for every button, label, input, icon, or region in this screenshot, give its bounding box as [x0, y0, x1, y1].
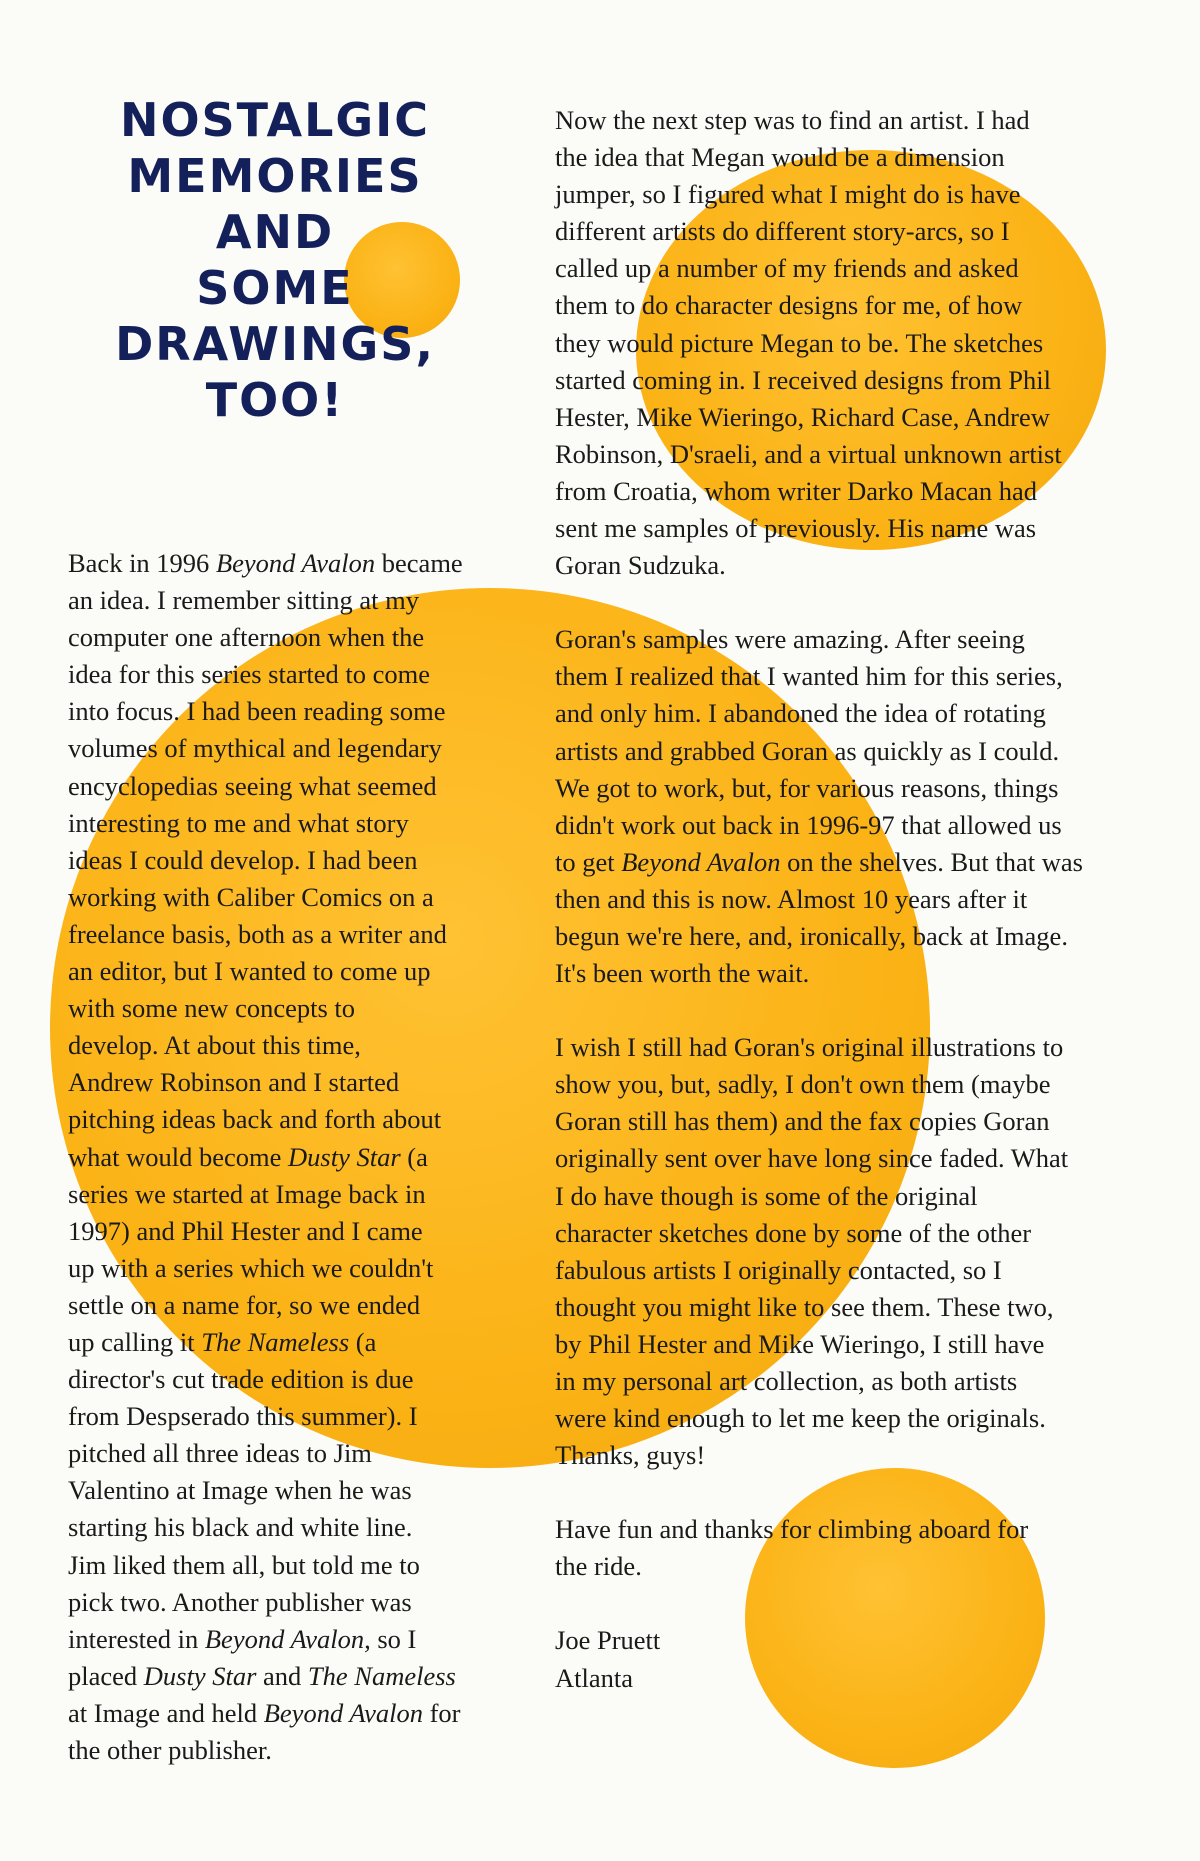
title-line: TOO!	[205, 373, 345, 427]
text-run: Thanks, guys!	[555, 1440, 706, 1471]
text-run: show you, but, sadly, I don't own them (maybe	[555, 1069, 1051, 1100]
text-run: for	[422, 1697, 461, 1728]
text-line	[555, 473, 1155, 510]
article-title	[60, 92, 490, 428]
text-run: begun we're here, and, ironically, back at Image.	[555, 920, 1068, 951]
text-run: into focus. I had been reading some	[68, 696, 446, 727]
text-run: at Image and held	[68, 1697, 264, 1728]
text-run: pitching ideas back and forth about	[68, 1104, 442, 1135]
text-run: Atlanta	[555, 1662, 633, 1693]
text-run: sent me samples of previously. His name was	[555, 513, 1037, 544]
text-run: the other publisher.	[68, 1735, 272, 1765]
text-line	[68, 1547, 508, 1584]
text-run: and	[256, 1660, 308, 1691]
text-line	[68, 1027, 508, 1064]
text-run: them I realized that I wanted him for this series,	[555, 661, 1063, 692]
text-run: We got to work, but, for various reasons, things	[555, 772, 1059, 803]
title-line: AND	[215, 205, 335, 259]
italic-title-text: Beyond Avalon	[215, 548, 376, 578]
text-line	[68, 1176, 508, 1213]
text-line	[68, 990, 508, 1027]
text-run: they would picture Megan to be. The sketches	[555, 327, 1044, 358]
text-run: ideas I could develop. I had been	[68, 844, 418, 875]
text-run: jumper, so I figured what I might do is have	[555, 179, 1021, 210]
text-line	[68, 1509, 508, 1546]
text-line	[555, 1215, 1155, 1252]
text-run: with some new concepts to	[68, 993, 356, 1024]
text-line	[68, 656, 508, 693]
text-line	[68, 1101, 508, 1138]
text-line	[555, 844, 1155, 881]
left-text-column	[68, 545, 508, 1769]
text-line	[555, 1066, 1155, 1103]
text-line	[555, 1548, 1155, 1585]
text-line	[555, 139, 1155, 176]
text-line	[555, 1140, 1155, 1177]
text-run: Hester, Mike Wieringo, Richard Case, Andrew	[555, 401, 1050, 432]
text-line	[555, 1029, 1155, 1066]
text-line	[555, 1103, 1155, 1140]
italic-title-text: Beyond Avalon	[621, 846, 781, 877]
text-run: so I	[370, 1623, 417, 1654]
text-run: the ride.	[555, 1551, 642, 1582]
text-line	[68, 1621, 508, 1658]
text-line	[68, 1658, 508, 1695]
text-run: volumes of mythical and legendary	[68, 733, 442, 764]
text-run: I wish I still had Goran's original illustrations to	[555, 1032, 1064, 1063]
text-line	[68, 582, 508, 619]
text-run: from Croatia, whom writer Darko Macan had	[555, 475, 1037, 506]
text-line	[555, 102, 1155, 139]
text-run: encyclopedias seeing what seemed	[68, 770, 437, 801]
text-line	[68, 1287, 508, 1324]
text-run: an editor, but I wanted to come up	[68, 956, 431, 987]
paragraph	[555, 102, 1155, 584]
text-run: and only him. I abandoned the idea of rotating	[555, 698, 1046, 729]
title-line: SOME	[196, 261, 354, 315]
text-line	[555, 399, 1155, 436]
text-run: in my personal art collection, as both artists	[555, 1366, 1018, 1396]
text-run: (a	[349, 1326, 377, 1357]
text-line	[68, 693, 508, 730]
text-run: Jim liked them all, but told me to	[68, 1549, 420, 1580]
text-run: on the shelves. But that was	[780, 846, 1083, 877]
text-run: then and this is now. Almost 10 years after it	[555, 883, 1028, 914]
text-line	[555, 733, 1155, 770]
text-line	[68, 842, 508, 879]
text-line	[68, 1584, 508, 1621]
text-line	[555, 621, 1155, 658]
text-run: artists and grabbed Goran as quickly as I could.	[555, 735, 1060, 766]
text-line	[68, 1324, 508, 1361]
text-line	[555, 1437, 1155, 1474]
text-line	[68, 916, 508, 953]
text-run: Robinson, D'sraeli, and a virtual unknown artist	[555, 438, 1062, 469]
paragraph	[555, 621, 1155, 992]
text-run: called up a number of my friends and asked	[555, 253, 1019, 284]
text-line	[555, 1178, 1155, 1215]
text-line	[555, 918, 1155, 955]
text-run: 1997) and Phil Hester and I came	[68, 1215, 423, 1246]
text-run: different artists do different story-arcs, so I	[555, 216, 1010, 247]
text-run: placed	[68, 1660, 144, 1691]
text-run: I do have though is some of the original	[555, 1180, 978, 1211]
text-run: pick two. Another publisher was	[68, 1586, 412, 1617]
italic-title-text: Beyond Avalon	[263, 1697, 423, 1728]
text-run: an idea. I remember sitting at my	[68, 585, 420, 616]
text-line	[555, 1622, 1155, 1659]
text-line	[68, 768, 508, 805]
text-line	[555, 955, 1155, 992]
italic-title-text: The Nameless	[307, 1660, 456, 1691]
italic-title-text: Beyond Avalon,	[204, 1623, 371, 1654]
text-line	[68, 1213, 508, 1250]
right-text-column	[555, 102, 1155, 1697]
text-run: fabulous artists I originally contacted, so I	[555, 1254, 1002, 1285]
text-line	[68, 619, 508, 656]
paragraph	[68, 545, 508, 1769]
text-line	[555, 1363, 1155, 1400]
text-run: character sketches done by some of the other	[555, 1217, 1032, 1248]
text-run: settle on a name for, so we ended	[68, 1289, 421, 1320]
text-run: thought you might like to see them. These two,	[555, 1291, 1054, 1322]
text-line	[555, 770, 1155, 807]
text-line	[555, 436, 1155, 473]
text-line	[555, 213, 1155, 250]
italic-title-text: Dusty Star	[288, 1141, 401, 1172]
text-run: interesting to me and what story	[68, 807, 409, 838]
text-run: Joe Pruett	[555, 1625, 661, 1656]
text-line	[555, 1400, 1155, 1437]
title-line: MEMORIES	[127, 149, 423, 203]
text-run: Goran still has them) and the fax copies Goran	[555, 1106, 1050, 1137]
text-run: Andrew Robinson and I started	[68, 1067, 400, 1098]
text-run: Now the next step was to find an artist. I had	[555, 105, 1030, 135]
text-run: were kind enough to let me keep the originals.	[555, 1403, 1046, 1434]
text-run: interested in	[68, 1623, 205, 1654]
text-line	[68, 1435, 508, 1472]
text-run: Goran Sudzuka.	[555, 550, 726, 581]
text-run: Have fun and thanks for climbing aboard for	[555, 1514, 1029, 1545]
text-run: starting his black and white line.	[68, 1512, 413, 1543]
paragraph	[555, 1511, 1155, 1585]
text-line	[68, 1250, 508, 1287]
text-line	[555, 362, 1155, 399]
text-run: series we started at Image back in	[68, 1178, 426, 1209]
text-line	[68, 953, 508, 990]
text-run: originally sent over have long since faded. What	[555, 1143, 1069, 1174]
text-line	[555, 176, 1155, 213]
text-line	[555, 1252, 1155, 1289]
text-line	[555, 807, 1155, 844]
italic-title-text: Dusty Star	[143, 1660, 257, 1691]
text-run: up calling it	[68, 1326, 202, 1357]
text-run: from Despserado this summer). I	[68, 1401, 418, 1432]
text-line	[68, 1064, 508, 1101]
text-run: working with Caliber Comics on a	[68, 881, 434, 912]
text-line	[555, 250, 1155, 287]
text-run: up with a series which we couldn't	[68, 1252, 434, 1283]
text-run: Back in 1996	[68, 548, 216, 578]
text-line	[68, 1472, 508, 1509]
text-line	[555, 1326, 1155, 1363]
text-run: pitched all three ideas to Jim	[68, 1438, 372, 1469]
text-line	[555, 1660, 1155, 1697]
paragraph	[555, 1622, 1155, 1696]
text-run: the idea that Megan would be a dimension	[555, 142, 1005, 173]
text-line	[555, 881, 1155, 918]
text-line	[555, 287, 1155, 324]
paragraph	[555, 1029, 1155, 1474]
text-line	[555, 695, 1155, 732]
text-run: Goran's samples were amazing. After seeing	[555, 624, 1025, 655]
text-line	[555, 325, 1155, 362]
text-run: freelance basis, both as a writer and	[68, 918, 447, 949]
text-run: by Phil Hester and Mike Wieringo, I still have	[555, 1328, 1045, 1359]
text-line	[68, 1695, 508, 1732]
text-run: develop. At about this time,	[68, 1030, 361, 1061]
text-line	[68, 1398, 508, 1435]
text-run: didn't work out back in 1996-97 that allowed us	[555, 809, 1062, 840]
text-run: It's been worth the wait.	[555, 958, 810, 989]
title-line: DRAWINGS,	[115, 317, 435, 371]
text-line	[555, 510, 1155, 547]
text-line	[555, 658, 1155, 695]
text-run: computer one afternoon when the	[68, 622, 425, 653]
text-line	[68, 879, 508, 916]
text-line	[555, 547, 1155, 584]
text-line	[68, 730, 508, 767]
text-run: Valentino at Image when he was	[68, 1475, 412, 1506]
title-line: NOSTALGIC	[119, 93, 431, 147]
text-run: them to do character designs for me, of how	[555, 290, 1023, 321]
text-line	[68, 1732, 508, 1769]
text-line	[555, 1289, 1155, 1326]
text-run: started coming in. I received designs from Phil	[555, 364, 1052, 395]
text-run: idea for this series started to come	[68, 659, 431, 690]
text-line	[68, 1361, 508, 1398]
text-run: director's cut trade edition is due	[68, 1364, 414, 1395]
text-line	[68, 545, 508, 582]
text-run: became	[375, 548, 463, 578]
text-run: (a	[400, 1141, 428, 1172]
italic-title-text: The Nameless	[201, 1326, 350, 1357]
text-line	[68, 1139, 508, 1176]
text-line	[555, 1511, 1155, 1548]
text-run: to get	[555, 846, 622, 877]
text-run: what would become	[68, 1141, 289, 1172]
text-line	[68, 805, 508, 842]
